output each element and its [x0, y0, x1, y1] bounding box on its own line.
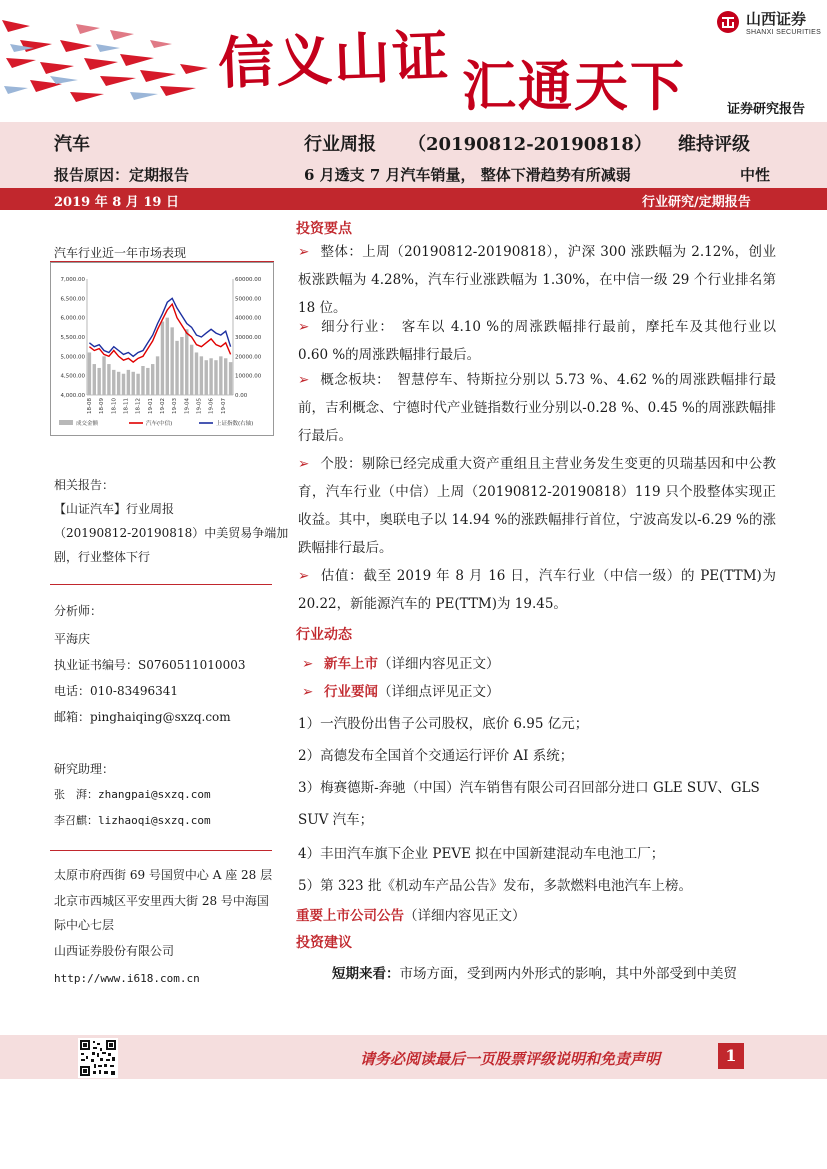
- industry-name: 汽车: [54, 134, 90, 155]
- industry-news-label[interactable]: 行业要闻: [324, 684, 378, 700]
- new-car-label[interactable]: 新车上市: [324, 656, 378, 672]
- volume-bar: [229, 362, 232, 395]
- section-investment-highlights: 投资要点: [296, 221, 352, 237]
- volume-bar: [127, 370, 130, 395]
- website-link[interactable]: http://www.i618.com.cn: [54, 972, 200, 985]
- y-tick-right: 60000.00: [235, 277, 262, 283]
- rating-label: 维持评级: [678, 134, 750, 155]
- volume-bar: [200, 356, 203, 395]
- volume-bar: [88, 352, 91, 395]
- news-item-3a: 3）梅赛德斯-奔驰（中国）汽车销售有限公司召回部分进口 GLE SUV、GLS: [298, 780, 760, 796]
- y-tick-left: 4,500.00: [60, 373, 85, 380]
- volume-bar: [209, 358, 212, 395]
- company-announcement-line: [296, 904, 526, 924]
- y-tick-left: 7,000.00: [60, 277, 85, 283]
- legend-swatch: [59, 420, 73, 425]
- report-reason: 报告原因：定期报告: [54, 166, 190, 184]
- short-term-label: 短期来看：: [332, 966, 400, 982]
- y-tick-left: 5,500.00: [60, 335, 85, 341]
- report-date: 2019 年 8 月 19 日: [54, 195, 179, 210]
- volume-bar: [175, 341, 178, 395]
- point-overall-text: 整体：上周（20190812-20190818），沪深 300 涨跌幅为 2.12%，创业板涨跌幅为 4.28%，汽车行业涨跌幅为 1.30%，在中信一级 29 个行业排名第 18 位。: [298, 244, 776, 316]
- y-tick-right: 0.00: [235, 393, 248, 399]
- news-item-5: 5）第 323 批《机动车产品公告》发布，多款燃料电池汽车上榜。: [298, 878, 692, 894]
- volume-bar: [132, 372, 135, 395]
- logo-mark-icon: [716, 10, 740, 34]
- related-line-2: （20190812-20190818）中美贸易争端加: [54, 526, 289, 540]
- point-stocks: [298, 450, 776, 562]
- y-tick-left: 5,000.00: [60, 354, 85, 361]
- phone: 电话：010-83496341: [54, 684, 179, 698]
- company-announcement-note: （详细内容见正文）: [404, 908, 526, 924]
- y-tick-left: 4,000.00: [60, 393, 85, 399]
- x-tick-label: 19-07: [220, 398, 227, 414]
- bullet-arrow-icon: ➢: [302, 684, 314, 700]
- company-name: 山西证券股份有限公司: [54, 944, 175, 958]
- bullet-arrow-icon: ➢: [298, 372, 310, 388]
- report-type: 证券研究报告: [726, 102, 805, 117]
- volume-bar: [161, 322, 164, 395]
- y-tick-left: 6,500.00: [60, 296, 85, 303]
- x-tick-label: 19-06: [208, 398, 215, 414]
- bullet-arrow-icon: ➢: [298, 568, 310, 584]
- y-tick-right: 20000.00: [235, 354, 262, 361]
- volume-bar: [112, 370, 115, 395]
- legend-label: 成交金额: [76, 421, 99, 427]
- report-category: 行业研究/定期报告: [642, 195, 751, 210]
- volume-bar: [166, 318, 169, 395]
- y-tick-right: 50000.00: [235, 296, 262, 303]
- address-beijing-1: 北京市西城区平安里西大街 28 号中海国: [54, 894, 269, 908]
- chart-title: 汽车行业近一年市场表现: [54, 246, 187, 260]
- point-valuation: [298, 562, 776, 618]
- logo-en: SHANXI SECURITIES: [746, 29, 822, 36]
- address-beijing-2: 际中心七层: [54, 918, 115, 932]
- x-tick-label: 18-08: [87, 398, 93, 414]
- related-label: 相关报告：: [54, 478, 115, 492]
- header-banner: [0, 0, 827, 122]
- news-item-1: 1）一汽股份出售子公司股权，底价 6.95 亿元；: [298, 716, 589, 732]
- report-headline: 6 月透支 7 月汽车销量， 整体下滑趋势有所减弱: [304, 166, 631, 184]
- y-tick-left: 6,000.00: [60, 315, 85, 322]
- section-investment-advice: 投资建议: [296, 935, 352, 951]
- volume-bar: [224, 358, 227, 395]
- logo-cn: 山西证券: [746, 10, 807, 28]
- x-tick-label: 19-01: [147, 398, 154, 414]
- x-tick-label: 18-11: [123, 398, 130, 414]
- news-item-4: 4）丰田汽车旗下企业 PEVE 拟在中国新建混动车电池工厂；: [298, 846, 665, 862]
- assistant-label: 研究助理：: [54, 762, 115, 776]
- volume-bar: [93, 364, 96, 395]
- news-item-3b: SUV 汽车；: [298, 812, 374, 828]
- point-valuation-text: 估值：截至 2019 年 8 月 16 日，汽车行业（中信一级）的 PE(TTM)为 20.22，新能源汽车的 PE(TTM)为 19.45。: [298, 568, 776, 612]
- x-tick-label: 19-02: [160, 398, 166, 414]
- qr-code-icon: [78, 1038, 118, 1078]
- series-line: [89, 304, 230, 362]
- point-sub-industry-text: 细分行业： 客车以 4.10 %的周涨跌幅排行最前，摩托车及其他行业以 0.60 %的周涨跌幅排行最后。: [298, 319, 776, 363]
- assistant-1[interactable]: 张 湃：zhangpai@sxzq.com: [54, 788, 211, 801]
- bullet-arrow-icon: ➢: [298, 456, 310, 472]
- y-tick-right: 30000.00: [235, 335, 262, 341]
- y-tick-right: 10000.00: [235, 373, 262, 380]
- weekly-label: 行业周报: [304, 134, 376, 155]
- point-sub-industry: [298, 313, 776, 369]
- market-chart: [50, 262, 274, 436]
- new-car-note: （详细内容见正文）: [378, 656, 500, 672]
- point-overall: [298, 238, 776, 322]
- analyst-name: 平海庆: [54, 632, 91, 646]
- volume-bar: [117, 372, 120, 395]
- volume-bar: [151, 364, 154, 395]
- bullet-arrow-icon: ➢: [298, 244, 310, 260]
- x-tick-label: 19-05: [196, 398, 203, 414]
- company-logo: [716, 8, 821, 36]
- section-industry-dynamics: 行业动态: [296, 627, 352, 643]
- point-stocks-text: 个股：剔除已经完成重大资产重组且主营业务发生变更的贝瑞基因和中公教育，汽车行业（中信）上周（20190812-20190818）119 只个股整体实现正收益。其中，奥联电子以 14.94 %的涨跌幅排行首位，宁波高发以-6.29 %的涨跌幅排行最后。: [298, 456, 776, 556]
- report-period: （20190812-20190818）: [408, 134, 652, 155]
- volume-bar: [195, 352, 198, 395]
- license-number: 执业证书编号：S0760511010003: [54, 658, 246, 672]
- short-term-text: 市场方面，受到两内外形式的影响，其中外部受到中美贸: [399, 966, 737, 982]
- volume-bar: [219, 356, 222, 395]
- related-line-1: 【山证汽车】行业周报: [54, 502, 175, 516]
- industry-news-note: （详细点评见正文）: [378, 684, 500, 700]
- related-line-3: 剧，行业整体下行: [54, 550, 151, 564]
- y-tick-right: 40000.00: [235, 315, 262, 322]
- sidebar-rule-2: [50, 850, 272, 851]
- email[interactable]: 邮箱：pinghaiqing@sxzq.com: [54, 710, 231, 724]
- analyst-label: 分析师：: [54, 604, 103, 618]
- volume-bar: [136, 374, 139, 395]
- series-line: [89, 298, 230, 356]
- volume-bar: [190, 345, 193, 395]
- volume-bar: [156, 356, 159, 395]
- page-number: 1: [718, 1043, 744, 1069]
- legend-label: 汽车(中信): [146, 421, 173, 427]
- market-chart-svg: [51, 263, 273, 435]
- x-tick-label: 18-12: [135, 398, 142, 414]
- volume-bar: [141, 366, 144, 395]
- volume-bar: [146, 368, 149, 395]
- slogan-1: 信义山证: [217, 22, 452, 98]
- short-term-line: [332, 962, 737, 982]
- news-item-2: 2）高德发布全国首个交通运行评价 AI 系统；: [298, 748, 574, 764]
- volume-bar: [122, 374, 125, 395]
- volume-bar: [102, 356, 105, 395]
- sidebar-rule-1: [50, 584, 272, 585]
- point-concept: [298, 366, 776, 450]
- x-tick-label: 19-04: [184, 398, 191, 414]
- disclaimer-text: 请务必阅读最后一页股票评级说明和免责声明: [360, 1050, 661, 1068]
- address-taiyuan: 太原市府西街 69 号国贸中心 A 座 28 层: [54, 868, 273, 882]
- industry-news-line: [302, 680, 500, 700]
- bullet-arrow-icon: ➢: [302, 656, 314, 672]
- volume-bar: [180, 337, 183, 395]
- volume-bar: [214, 360, 217, 395]
- new-car-line: [302, 652, 500, 672]
- legend-label: 上证指数(右轴): [216, 421, 254, 427]
- x-tick-label: 18-09: [99, 398, 106, 414]
- volume-bar: [205, 360, 208, 395]
- volume-bar: [107, 364, 110, 395]
- x-tick-label: 18-10: [111, 398, 118, 414]
- assistant-2[interactable]: 李召麒：lizhaoqi@sxzq.com: [54, 814, 211, 827]
- rating-value: 中性: [740, 166, 771, 184]
- company-announcement-label[interactable]: 重要上市公司公告: [296, 908, 404, 924]
- volume-bar: [185, 329, 188, 395]
- volume-bar: [170, 327, 173, 395]
- bullet-arrow-icon: ➢: [298, 319, 310, 335]
- slogan-2: 汇通天下: [462, 54, 686, 118]
- point-concept-text: 概念板块： 智慧停车、特斯拉分别以 5.73 %、4.62 %的周涨跌幅排行最前，吉利概念、宁德时代产业链指数行业分别以-0.28 %、0.45 %的周涨跌幅排行最后。: [298, 372, 776, 444]
- x-tick-label: 19-03: [172, 398, 179, 414]
- volume-bar: [97, 368, 100, 395]
